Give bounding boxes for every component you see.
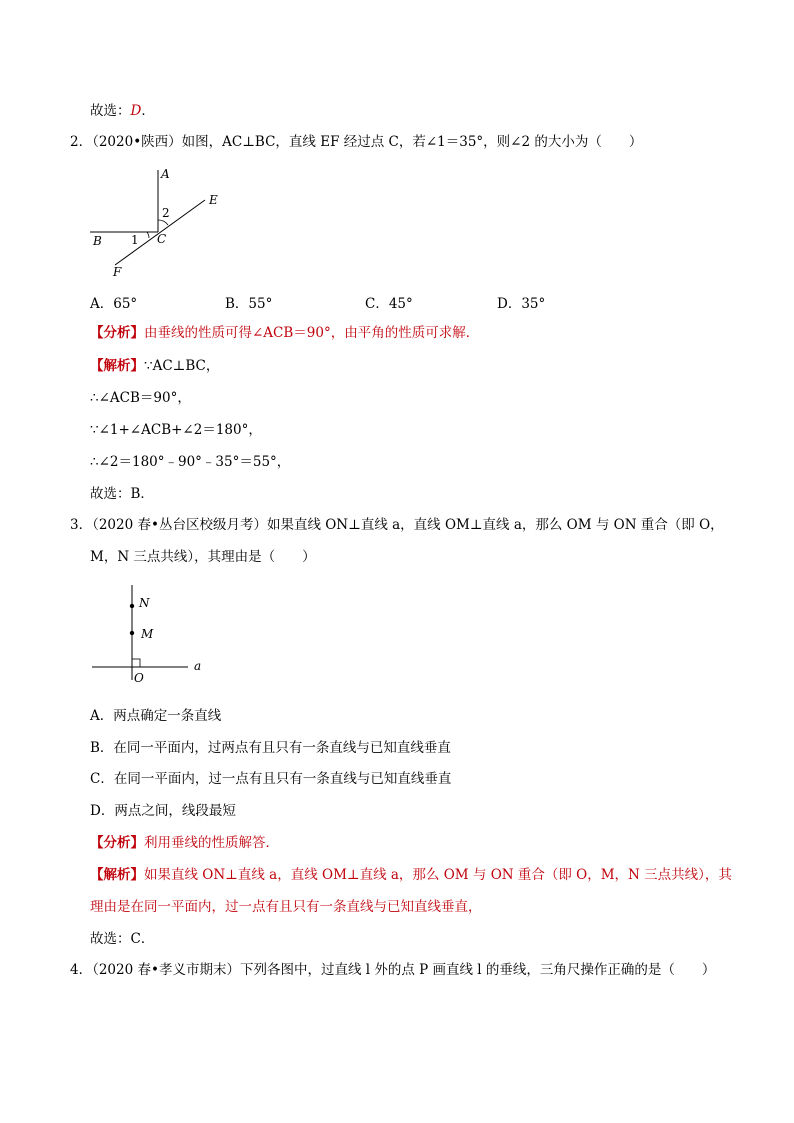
- label-2: 2: [162, 206, 170, 220]
- q2-option-d[interactable]: D．35°: [497, 296, 546, 312]
- solution-text: ∵AC⊥BC，: [144, 358, 220, 374]
- q2-figure: [85, 162, 235, 282]
- q2-options: [90, 292, 610, 310]
- label-1: 1: [131, 233, 139, 247]
- q3-option-c[interactable]: C．在同一平面内，过一点有且只有一条直线与已知直线垂直: [90, 771, 452, 787]
- choose-label: 故选：: [90, 103, 131, 119]
- analysis-tag: 【分析】: [90, 325, 144, 341]
- right-angle-mark: [132, 659, 140, 667]
- label-a-line: a: [194, 659, 202, 673]
- label-a: A: [161, 167, 170, 181]
- q2-analysis: [90, 324, 479, 342]
- analysis-tag: 【分析】: [90, 835, 144, 851]
- q3-question-line1: 3．（2020 春•丛台区校级月考）如果直线 ON⊥直线 a，直线 OM⊥直线 a，那么 OM 与 ON 重合（即 O，: [70, 517, 724, 533]
- solution-tag: 【解析】: [90, 358, 144, 374]
- q3-figure: [88, 580, 218, 690]
- q3-question-line2: M，N 三点共线），其理由是（ ）: [90, 549, 316, 565]
- q3-choose: 故选：C．: [90, 931, 155, 947]
- q2-option-a[interactable]: A．65°: [90, 296, 138, 312]
- label-n: N: [139, 596, 150, 610]
- q2-option-c[interactable]: C．45°: [365, 296, 413, 312]
- q3-option-a[interactable]: A．两点确定一条直线: [90, 708, 222, 724]
- analysis-text: 利用垂线的性质解答．: [144, 835, 279, 851]
- q3-option-d[interactable]: D．两点之间，线段最短: [90, 803, 236, 819]
- label-c: C: [157, 232, 167, 246]
- prev-answer: [90, 102, 155, 120]
- point-n: [130, 604, 134, 608]
- label-e: E: [209, 193, 218, 207]
- angle-1-arc: [147, 232, 149, 238]
- q4-question: 4．（2020 春•孝义市期末）下列各图中，过直线 l 外的点 P 画直线 l 的垂线，三角尺操作正确的是（ ）: [70, 962, 716, 978]
- point-m: [130, 631, 134, 635]
- q2-solution-3: ∵∠1+∠ACB+∠2＝180°，: [90, 422, 262, 438]
- q2-solution-1: [90, 357, 219, 375]
- q2-question: 2．（2020•陕西）如图，AC⊥BC，直线 EF 经过点 C，若∠1＝35°，则∠2 的大小为（ ）: [70, 134, 643, 150]
- q2-solution-2: ∴∠ACB＝90°，: [90, 390, 191, 406]
- solution-tag: 【解析】: [90, 867, 144, 883]
- angle-2-arc: [158, 220, 168, 225]
- label-f: F: [113, 265, 122, 279]
- label-o: O: [134, 671, 144, 685]
- q3-solution-1: [90, 866, 732, 884]
- q2-solution-4: ∴∠2＝180°﹣90°﹣35°＝55°，: [90, 454, 291, 470]
- solution-text: 如果直线 ON⊥直线 a，直线 OM⊥直线 a，那么 OM 与 ON 重合（即 O，M，N 三点共线），其: [144, 867, 732, 883]
- answer-letter: D: [130, 103, 142, 119]
- q3-solution-2: 理由是在同一平面内，过一点有且只有一条直线与已知直线垂直，: [90, 899, 482, 915]
- period: ．: [141, 103, 155, 119]
- q2-option-b[interactable]: B．55°: [225, 296, 273, 312]
- analysis-text: 由垂线的性质可得∠ACB＝90°，由平角的性质可求解．: [144, 325, 480, 341]
- q3-analysis: [90, 834, 279, 852]
- q3-option-b[interactable]: B．在同一平面内，过两点有且只有一条直线与已知直线垂直: [90, 740, 451, 756]
- label-m: M: [141, 627, 154, 641]
- label-b: B: [93, 234, 102, 248]
- q2-choose: 故选：B．: [90, 486, 154, 502]
